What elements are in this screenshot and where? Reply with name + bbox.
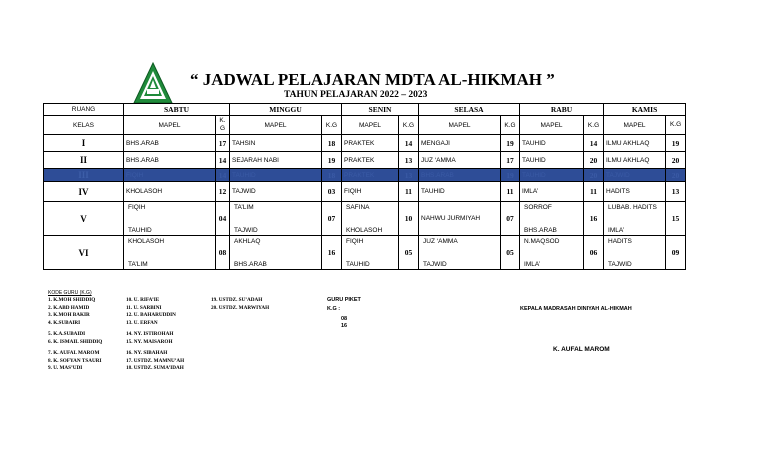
kg-cell: 20 — [666, 152, 686, 169]
kg-cell: 20 — [584, 152, 604, 169]
day-header: RABU — [520, 104, 604, 116]
mapel-header: MAPEL — [604, 116, 666, 135]
kg-cell: 20 — [584, 169, 604, 182]
kg-cell: 20 — [666, 169, 686, 182]
kg-header: K.G — [584, 116, 604, 135]
mapel-cell: TAJWID — [604, 169, 666, 182]
page-title: “ JADWAL PELAJARAN MDTA AL-HIKMAH ” — [190, 70, 555, 89]
guru-piket-value: 08 — [341, 316, 348, 322]
mapel-cell: TAUHID — [520, 169, 584, 182]
mapel-cell: IMLA’ — [520, 182, 584, 202]
day-header: MINGGU — [230, 104, 342, 116]
teacher-item: 1. K.MOH SHIDDIQ — [48, 297, 96, 303]
kg-cell: 13 — [399, 152, 419, 169]
guru-piket-value: 16 — [341, 323, 348, 329]
mapel-cell — [124, 236, 216, 270]
table-row — [44, 182, 686, 202]
teacher-item: 5. K.A.SUBAIDI — [48, 331, 86, 337]
kg-cell: 05 — [399, 236, 419, 270]
mapel-text: LUBAB. HADITS — [608, 204, 657, 211]
teacher-item: 4. K.SUBAIRI — [48, 319, 81, 326]
kg-cell: 19 — [501, 169, 520, 182]
kelas-cell: I — [44, 135, 124, 152]
mapel-cell: HADITS — [604, 182, 666, 202]
kg-cell: 16 — [584, 202, 604, 236]
day-header: SENIN — [342, 104, 419, 116]
kg-cell: 11 — [501, 182, 520, 202]
kg-cell: 15 — [666, 202, 686, 236]
kode-guru-label: KODE GURU (K.G) — [48, 290, 92, 296]
table-row-highlighted — [44, 169, 686, 182]
teacher-list-col3 — [211, 297, 269, 312]
mapel-text: HADITS — [608, 238, 632, 245]
mapel-cell: BHS.ARAB — [419, 169, 501, 182]
mapel-cell: PRAKTEK — [342, 169, 399, 182]
teacher-item: 13. U. ERFAN — [126, 319, 158, 326]
schedule-table — [43, 103, 686, 270]
school-logo — [133, 62, 173, 104]
mapel-text: TAJWID — [423, 261, 447, 268]
mapel-text: TA’LIM — [234, 204, 254, 211]
teacher-item: 7. K. AUFAL MAROM — [48, 350, 100, 356]
mapel-text: FIQIH — [346, 238, 364, 245]
mapel-cell: TAUHID — [520, 152, 584, 169]
kg-cell: 16 — [322, 236, 342, 270]
kelas-cell: III — [44, 169, 124, 182]
mapel-text: TAUHID — [128, 227, 152, 234]
kg-cell: 09 — [666, 236, 686, 270]
teacher-item: 18. USTDZ. SUMA’IDAH — [126, 365, 184, 371]
day-header: SABTU — [124, 104, 230, 116]
mapel-cell: PRAKTEK — [342, 135, 399, 152]
mapel-cell — [342, 202, 399, 236]
mapel-header: MAPEL — [124, 116, 216, 135]
kg-cell: 18 — [322, 135, 342, 152]
kg-cell: 19 — [322, 152, 342, 169]
mapel-cell: PRAKTEK — [342, 152, 399, 169]
table-row — [44, 152, 686, 169]
mapel-cell: BHS.ARAB — [124, 135, 216, 152]
mapel-cell: FIQIH — [124, 169, 216, 182]
day-header: KAMIS — [604, 104, 686, 116]
mapel-cell: TAJWID — [230, 182, 322, 202]
mapel-cell: SEJARAH NABI — [230, 152, 322, 169]
mapel-text: TA’LIM — [128, 261, 148, 268]
teacher-list-col2 — [126, 297, 184, 373]
teacher-item: 10. U. RIFA’IE — [126, 297, 160, 303]
table-row — [44, 135, 686, 152]
kg-cell: 19 — [666, 135, 686, 152]
kg-header: K.G — [501, 116, 520, 135]
kg-cell: 13 — [666, 182, 686, 202]
teacher-item: 11. U. SARBINI — [126, 304, 162, 311]
teacher-item: 2. K.ABD HAMID — [48, 304, 90, 311]
mapel-cell — [419, 236, 501, 270]
table-row — [44, 236, 686, 270]
kg-cell: 11 — [399, 182, 419, 202]
kg-header: K.G — [399, 116, 419, 135]
kg-cell: 19 — [501, 135, 520, 152]
kg-cell: 10 — [399, 202, 419, 236]
table-header-days — [44, 104, 686, 116]
kelas-label: KELAS — [44, 116, 124, 135]
day-header: SELASA — [419, 104, 520, 116]
kg-cell: 08 — [216, 236, 230, 270]
kg-header: K.G — [322, 116, 342, 135]
mapel-text: JUZ ‘AMMA — [423, 238, 458, 245]
mapel-cell — [520, 236, 584, 270]
mapel-header: MAPEL — [419, 116, 501, 135]
kepala-label: KEPALA MADRASAH DINIYAH AL-HIKMAH — [520, 306, 632, 312]
kg-cell: 12 — [216, 182, 230, 202]
mapel-cell — [604, 202, 666, 236]
mapel-text: AKHLAQ — [234, 238, 261, 245]
kg-cell: 06 — [584, 236, 604, 270]
teacher-list-col1 — [48, 297, 102, 373]
mapel-cell — [230, 236, 322, 270]
mapel-cell: ILMU AKHLAQ — [604, 135, 666, 152]
mapel-cell: FIQIH — [342, 182, 399, 202]
mapel-cell: TAHSIN — [230, 135, 322, 152]
teacher-item: 16. NY. SIBAHAH — [126, 350, 168, 356]
kelas-cell: IV — [44, 182, 124, 202]
mapel-text: N.MAQSOD — [524, 238, 560, 245]
teacher-item: 12. U. BAHARUDDIN — [126, 312, 176, 318]
page-subtitle: TAHUN PELAJARAN 2022 – 2023 — [284, 90, 428, 100]
mapel-cell: TAUHID — [520, 135, 584, 152]
mapel-text: SAFINA — [346, 204, 370, 211]
mapel-cell: TAUHID — [419, 182, 501, 202]
kelas-cell: II — [44, 152, 124, 169]
mapel-cell — [124, 202, 216, 236]
mapel-cell: TAUHID — [230, 169, 322, 182]
guru-piket-label: GURU PIKET — [327, 297, 361, 303]
kg-header: K.G — [216, 116, 230, 135]
kg-cell: 04 — [216, 202, 230, 236]
kg-header: K.G — [666, 116, 686, 135]
mapel-text: IMLA’ — [608, 227, 625, 234]
teacher-item: 17. USTDZ. MAMNU’AH — [126, 357, 185, 364]
mapel-text: TAJWID — [234, 227, 258, 234]
mapel-header: MAPEL — [342, 116, 399, 135]
teacher-item: 6. K. ISMAIL SHIDDIQ — [48, 338, 103, 345]
teacher-item: 15. NY. MAISAROH — [126, 338, 173, 345]
mapel-cell: MENGAJI — [419, 135, 501, 152]
teacher-item: 9. U. MAS’UDI — [48, 365, 83, 371]
kg-cell: 18 — [322, 169, 342, 182]
kg-cell: 14 — [399, 135, 419, 152]
kg-cell: 17 — [216, 135, 230, 152]
mapel-cell — [520, 202, 584, 236]
teacher-item: 8. K. SOFYAN TSAURI — [48, 357, 102, 364]
kg-cell: 14 — [216, 152, 230, 169]
mapel-header: MAPEL — [520, 116, 584, 135]
mapel-cell — [342, 236, 399, 270]
table-header-columns — [44, 116, 686, 135]
mapel-text: KHOLASOH — [128, 238, 165, 245]
mapel-cell: ILMU AKHLAQ — [604, 152, 666, 169]
mapel-text: IMLA’ — [524, 261, 541, 268]
kg-cell: 17 — [501, 152, 520, 169]
table-row — [44, 202, 686, 236]
mapel-cell — [604, 236, 666, 270]
kelas-cell: VI — [44, 236, 124, 270]
mapel-cell: KHOLASOH — [124, 182, 216, 202]
kg-cell: 14 — [216, 169, 230, 182]
teacher-item: 3. K.MOH BAKIR — [48, 312, 90, 318]
mapel-text: BHS.ARAB — [234, 261, 267, 268]
mapel-cell — [230, 202, 322, 236]
mapel-text: TAUHID — [346, 261, 370, 268]
mapel-text: SORROF — [524, 204, 552, 211]
kg-cell: 11 — [584, 182, 604, 202]
teacher-item: 14. NY. ISTIROHAH — [126, 331, 174, 337]
kg-cell: 03 — [322, 182, 342, 202]
mapel-cell: BHS.ARAB — [124, 152, 216, 169]
guru-piket-kg: K.G : — [327, 306, 341, 312]
mapel-text: FIQIH — [128, 204, 146, 211]
teacher-item: 19. USTDZ. SU’ADAH — [211, 297, 263, 303]
mapel-header: MAPEL — [230, 116, 322, 135]
kg-cell: 05 — [501, 236, 520, 270]
mapel-text: KHOLASOH — [346, 227, 383, 234]
mapel-cell: JUZ ‘AMMA — [419, 152, 501, 169]
kg-cell: 07 — [501, 202, 520, 236]
kg-cell: 13 — [399, 169, 419, 182]
ruang-label: RUANG — [44, 104, 124, 116]
mapel-cell: NAHWU JURMIYAH — [419, 202, 501, 236]
mapel-text: TAJWID — [608, 261, 632, 268]
kepala-name: K. AUFAL MAROM — [553, 346, 610, 353]
kelas-cell: V — [44, 202, 124, 236]
mapel-text: BHS.ARAB — [524, 227, 557, 234]
kg-cell: 14 — [584, 135, 604, 152]
kg-cell: 07 — [322, 202, 342, 236]
teacher-item: 20. USTDZ. MARWIYAH — [211, 304, 270, 311]
